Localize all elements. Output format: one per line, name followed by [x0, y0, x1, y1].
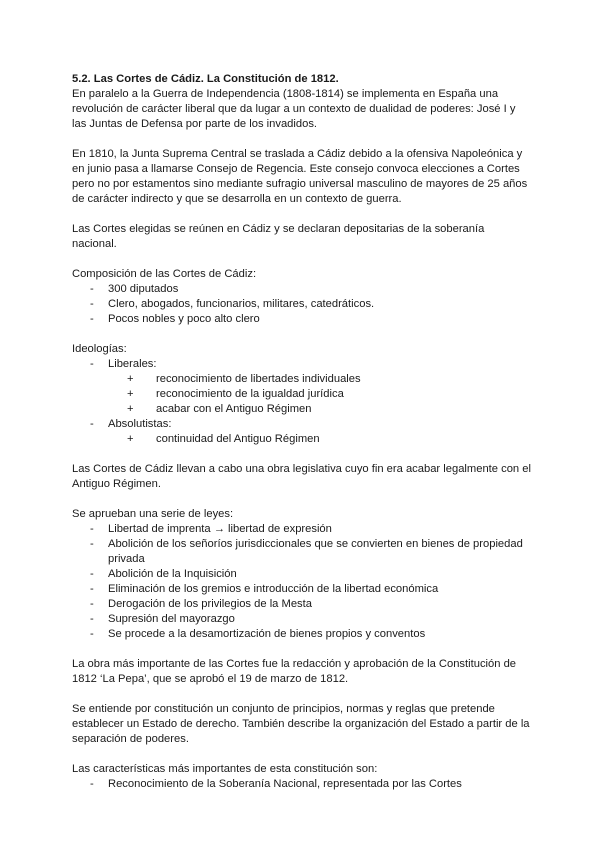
pepa-paragraph: La obra más importante de las Cortes fue la redacción y aprobación de la Constitución de 1812 ‘La Pepa’, que se aprobó el 19 de marzo de 1812.: [72, 658, 517, 685]
composicion-heading: Composición de las Cortes de Cádiz:: [72, 268, 257, 280]
obra-paragraph: Las Cortes de Cádiz llevan a cabo una obra legislativa cuyo fin era acabar legalmente con el Antiguo Régimen.: [72, 463, 531, 490]
composicion-list: [72, 282, 532, 327]
plus-bullet: +: [127, 403, 134, 415]
leyes-heading: Se aprueban una serie de leyes:: [72, 508, 234, 520]
list-item: - Libertad de imprenta → libertad de expresión: [90, 523, 332, 535]
list-item: - Derogación de los privilegios de la Mesta: [90, 598, 312, 610]
dash-bullet: -: [90, 313, 94, 325]
sub-list-item: + continuidad del Antiguo Régimen: [127, 433, 320, 445]
list-item: - Reconocimiento de la Soberanía Nacional, representada por las Cortes: [90, 778, 462, 790]
list-item: - Eliminación de los gremios e introducción de la libertad económica: [90, 583, 439, 595]
plus-bullet: +: [127, 373, 134, 385]
list-item: - Abolición de los señoríos jurisdiccionales que se convierten en bienes de propiedad privada: [90, 538, 523, 565]
sub-list-item: + reconocimiento de libertades individuales: [127, 373, 361, 385]
sub-list-item: + reconocimiento de la igualdad jurídica: [127, 388, 344, 400]
constitucion-paragraph: Se entiende por constitución un conjunto de principios, normas y reglas que pretende establecer un Estado de derecho. También describe la organización del Estado a partir de la separación de poderes.: [72, 703, 530, 745]
ideologias-heading: Ideologías:: [72, 343, 127, 355]
dash-bullet: -: [90, 283, 94, 295]
dash-bullet: -: [90, 358, 94, 370]
list-item-absolutistas: - Absolutistas:: [90, 418, 172, 430]
caracteristicas-heading: Las características más importantes de esta constitución son:: [72, 763, 378, 775]
intro-paragraph: En paralelo a la Guerra de Independencia (1808-1814) se implementa en España una revolución de carácter liberal que da lugar a un contexto de dualidad de poderes: José I y las Juntas de Defensa por parte de los invadidos.: [72, 88, 516, 130]
list-item: - Abolición de la Inquisición: [90, 568, 237, 580]
leyes-list: [72, 522, 532, 642]
sub-list-item: + acabar con el Antiguo Régimen: [127, 403, 312, 415]
dash-bullet: -: [90, 598, 94, 610]
plus-bullet: +: [127, 388, 134, 400]
dash-bullet: -: [90, 298, 94, 310]
dash-bullet: -: [90, 568, 94, 580]
ideologias-list: [72, 357, 532, 447]
list-item: - Pocos nobles y poco alto clero: [90, 313, 260, 325]
dash-bullet: -: [90, 538, 94, 550]
junta-paragraph: En 1810, la Junta Suprema Central se traslada a Cádiz debido a la ofensiva Napoleónica y en junio pasa a llamarse Consejo de Regencia. Este consejo convoca elecciones a Cortes pero no por estamentos sino mediante sufragio universal masculino de mayores de 25 años de carácter indirecto y que se desarrolla en un contexto de guerra.: [72, 148, 528, 205]
list-item: - Se procede a la desamortización de bienes propios y conventos: [90, 628, 426, 640]
dash-bullet: -: [90, 628, 94, 640]
plus-bullet: +: [127, 433, 134, 445]
dash-bullet: -: [90, 523, 94, 535]
dash-bullet: -: [90, 613, 94, 625]
list-item: - Clero, abogados, funcionarios, militares, catedráticos.: [90, 298, 375, 310]
dash-bullet: -: [90, 778, 94, 790]
cortes-paragraph: Las Cortes elegidas se reúnen en Cádiz y se declaran depositarias de la soberanía nacional.: [72, 223, 485, 250]
document-page: [72, 72, 532, 792]
list-item-liberales: - Liberales:: [90, 358, 157, 370]
dash-bullet: -: [90, 583, 94, 595]
list-item: - Supresión del mayorazgo: [90, 613, 235, 625]
dash-bullet: -: [90, 418, 94, 430]
section-title: 5.2. Las Cortes de Cádiz. La Constitución de 1812.: [72, 73, 339, 85]
list-item: - 300 diputados: [90, 283, 179, 295]
caracteristicas-list: [72, 777, 532, 792]
